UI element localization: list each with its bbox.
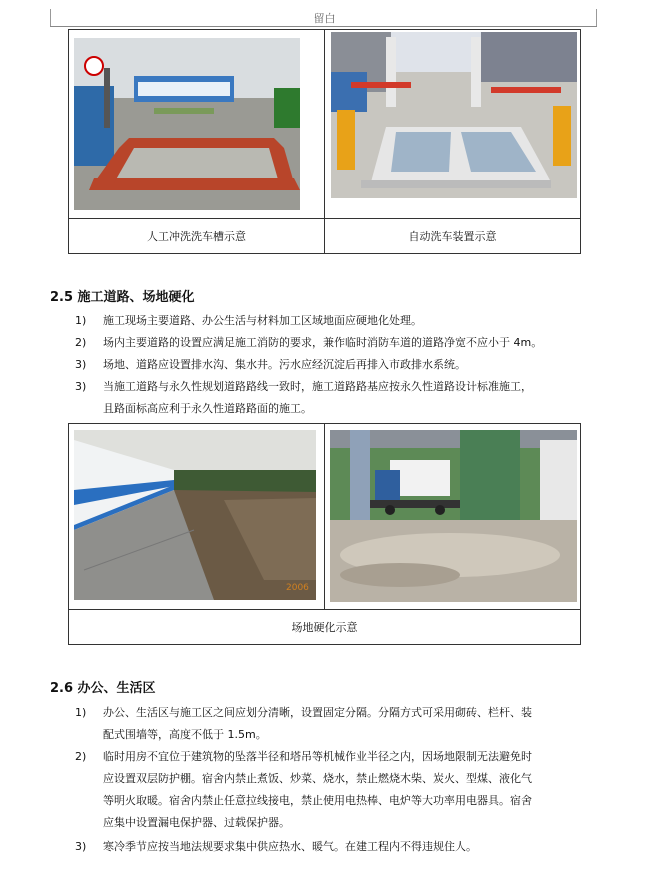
- hardened-road-photo: [74, 430, 316, 600]
- list-item-text: 当施工道路与永久性规划道路路线一致时，施工道路路基应按永久性道路设计标准施工，: [103, 380, 532, 393]
- list-item-number: 3): [75, 840, 87, 853]
- photo-date-stamp: 2006: [286, 583, 309, 593]
- table-divider-horizontal: [69, 218, 580, 219]
- auto-wash-device-photo: [331, 32, 577, 198]
- table-divider-horizontal: [69, 609, 580, 610]
- list-item-text: 配式围墙等，高度不低于 1.5m。: [103, 728, 267, 741]
- caption-auto-wash: 自动洗车装置示意: [408, 230, 497, 243]
- list-item-text: 寒冷季节应按当地法规要求集中供应热水、暖气。在建工程内不得违规住人。: [103, 840, 477, 853]
- list-item-text: 应集中设置漏电保护器、过载保护器。: [103, 816, 290, 829]
- list-item-text: 施工现场主要道路、办公生活与材料加工区域地面应硬地化处理。: [103, 314, 422, 327]
- page-header-title: 留白: [313, 12, 336, 25]
- header-rule: [50, 26, 597, 27]
- list-item-text: 应设置双层防护棚。宿舍内禁止煮饭、炒菜、烧水，禁止燃烧木柴、炭火、型煤、液化气: [103, 772, 532, 785]
- list-item-text: 且路面标高应利于永久性道路路面的施工。: [103, 402, 312, 415]
- hardened-site-photo: [330, 430, 577, 602]
- list-item-text: 场内主要道路的设置应满足施工消防的要求，兼作临时消防车道的道路净宽不应小于 4m。: [103, 336, 543, 349]
- list-item-number: 2): [75, 336, 87, 349]
- list-item-text: 场地、道路应设置排水沟、集水井。污水应经沉淀后再排入市政排水系统。: [103, 358, 466, 371]
- table-divider-vertical: [324, 30, 325, 253]
- list-item-text: 临时用房不宜位于建筑物的坠落半径和塔吊等机械作业半径之内，因场地限制无法避免时: [103, 750, 532, 763]
- caption-site-hardening: 场地硬化示意: [291, 621, 358, 634]
- list-item-text: 办公、生活区与施工区之间应划分清晰，设置固定分隔。分隔方式可采用砌砖、栏杆、装: [103, 706, 532, 719]
- caption-manual-wash: 人工冲洗洗车槽示意: [147, 230, 246, 243]
- list-item-number: 1): [75, 706, 87, 719]
- image-table-wash: [68, 29, 581, 254]
- list-item-number: 1): [75, 314, 87, 327]
- manual-wash-trough-photo: [74, 38, 300, 210]
- section-heading-office-living: 2.6 办公、生活区: [50, 681, 156, 696]
- table-divider-vertical: [324, 424, 325, 609]
- section-heading-roads: 2.5 施工道路、场地硬化: [50, 290, 195, 305]
- list-item-number: 3): [75, 380, 87, 393]
- list-item-text: 等明火取暖。宿舍内禁止任意拉线接电，禁止使用电热棒、电炉等大功率用电器具。宿舍: [103, 794, 532, 807]
- image-table-hardening: [68, 423, 581, 645]
- list-item-number: 2): [75, 750, 87, 763]
- list-item-number: 3): [75, 358, 87, 371]
